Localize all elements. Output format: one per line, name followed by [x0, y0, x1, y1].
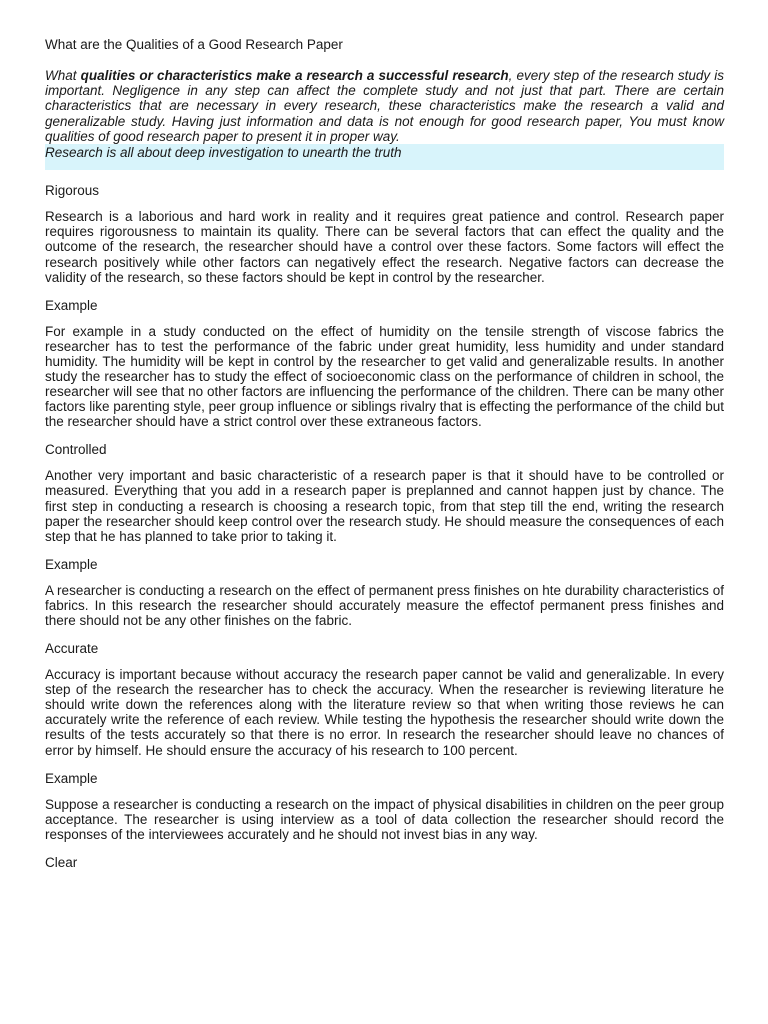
- section-heading-clear: Clear: [45, 854, 78, 870]
- intro-rest: , every step of the research study is important. Negligence in any step can affect the complete study and not just that part. There are certain characteristics that are necessary in every research, these characteristics make the research a valid and generalizable study. Having just information and data is not enough for good research paper, You must know qualities of good research paper to present it in proper way.: [45, 68, 724, 144]
- section-heading-accurate: Accurate: [45, 641, 99, 657]
- section-heading-controlled: Controlled: [45, 442, 107, 458]
- document-page: [45, 36, 724, 881]
- section-heading-rigorous: Rigorous: [45, 183, 100, 199]
- section-heading-example-3: Example: [45, 770, 98, 786]
- document-title: What are the Qualities of a Good Research Paper: [45, 37, 343, 52]
- intro-lead: What: [45, 68, 81, 83]
- section-text-example-2: A researcher is conducting a research on the effect of permanent press finishes on hte durability characteristics of fabrics. In this research the researcher should accurately measure the effectof permanent press finishes and there should not be any other finishes on the fabric.: [45, 582, 724, 628]
- section-heading-example-2: Example: [45, 556, 98, 572]
- section-text-example-1: For example in a study conducted on the effect of humidity on the tensile strength of viscose fabrics the researcher has to test the performance of the fabric under great humidity, less humidity and under standard humidity. The humidity will be kept in control by the researcher to get valid and generalizable results. In another study the researcher has to study the effect of socioeconomic class on the performance of children in school, the researcher will see that no other factors are influencing the performance of the children. There can be many other factors like parenting style, peer group influence or siblings rivalry that is effecting the performance of the child but the researcher should have a strict control over these extraneous factors.: [45, 323, 724, 430]
- intro-paragraph: [45, 68, 724, 144]
- section-text-controlled: Another very important and basic characteristic of a research paper is that it should have to be controlled or measured. Everything that you add in a research paper is preplanned and cannot happen just by chance. The first step in conducting a research is choosing a research topic, from that step till the end, writing the research paper the researcher should keep control over the research study. He should measure the consequences of each step that he has planned to take prior to taking it.: [45, 468, 724, 544]
- section-text-rigorous: Research is a laborious and hard work in reality and it requires great patience and control. Research paper requires rigorousness to maintain its quality. There can be several factors that can effect the quality and the outcome of the research, the researcher should have a control over these factors. Some factors will effect the research positively while other factors can negatively effect the research. Negative factors can decrease the validity of the research, so these factors should be kept in control by the researcher.: [45, 209, 724, 285]
- section-text-accurate: Accuracy is important because without accuracy the research paper cannot be valid and generalizable. In every step of the research the researcher has to check the accuracy. When the researcher is reviewing literature he should write down the references along with the literature review so that when writing those reviews he can accurately write the reference of each review. While testing the hypothesis the researcher should write down the results of the tests accurately so that there is no error. In research the researcher should leave no chances of error by himself. He should ensure the accuracy of his research to 100 percent.: [45, 667, 724, 758]
- intro-emphasis: qualities or characteristics make a research a successful research: [80, 68, 509, 83]
- highlight-callout: Research is all about deep investigation to unearth the truth: [45, 144, 724, 170]
- section-heading-example-1: Example: [45, 297, 98, 313]
- section-text-example-3: Suppose a researcher is conducting a research on the impact of physical disabilities in children on the peer group acceptance. The researcher is using interview as a tool of data collection the researcher should record the responses of the interviewees accurately and he should not invest bias in any way.: [45, 796, 724, 842]
